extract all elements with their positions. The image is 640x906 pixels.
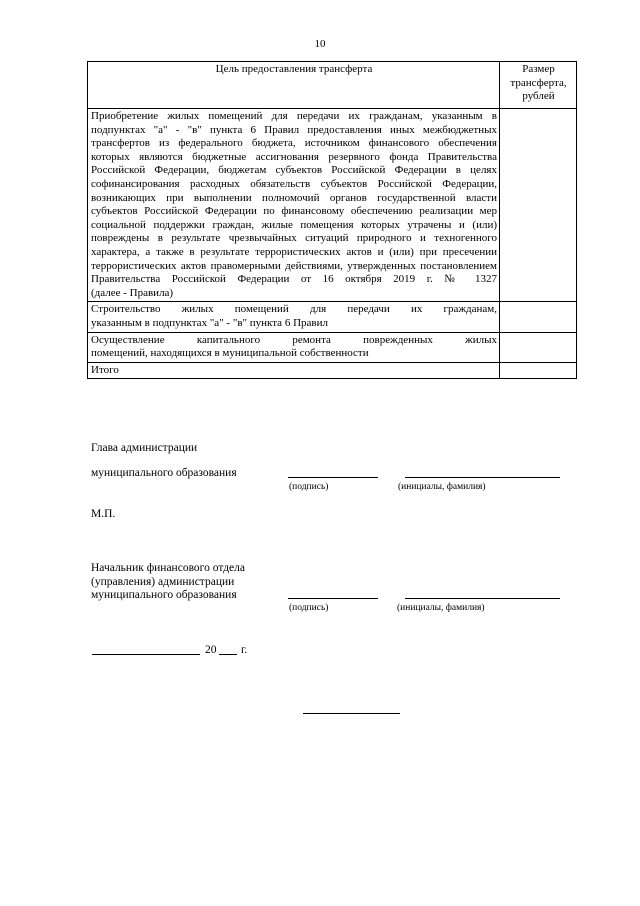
row-amount-cell[interactable] <box>500 302 577 332</box>
head-signature-line[interactable] <box>288 477 378 478</box>
table-row <box>88 109 577 302</box>
table-row-total <box>88 362 577 379</box>
total-label: Итого <box>91 363 119 376</box>
finance-title-line1: Начальник финансового отдела <box>91 562 245 574</box>
header-amount: Размер трансферта, рублей <box>500 62 577 109</box>
purpose-text-tail: указанным в подпунктах "а" - "в" пункта 6 Правил <box>91 316 328 329</box>
date-year-suffix: г. <box>241 644 248 656</box>
seal-label: М.П. <box>91 508 116 520</box>
head-title-line1: Глава администрации <box>91 442 198 454</box>
header-purpose: Цель предоставления трансферта <box>88 62 500 109</box>
head-name-line[interactable] <box>405 477 560 478</box>
purpose-text-tail: (далее - Правила) <box>91 286 174 299</box>
row-amount-cell[interactable] <box>500 109 577 302</box>
table-row <box>88 302 577 332</box>
date-year-line[interactable] <box>219 654 237 655</box>
row-purpose-acquisition <box>88 109 500 302</box>
finance-name-caption: (инициалы, фамилия) <box>397 603 485 613</box>
finance-title-line2: (управления) администрации <box>91 576 235 588</box>
date-year-prefix: 20 <box>205 644 217 656</box>
date-day-month-line[interactable] <box>92 654 200 655</box>
purpose-text: Осуществление капитального ремонта поврежденных жилых <box>91 333 497 346</box>
table-header-row <box>88 62 577 109</box>
closing-separator <box>303 713 400 714</box>
row-purpose-total <box>88 362 500 379</box>
transfer-table <box>87 61 577 379</box>
head-title-line2: муниципального образования <box>91 467 237 479</box>
head-signature-caption: (подпись) <box>289 482 329 492</box>
row-purpose-repair <box>88 332 500 362</box>
row-amount-cell[interactable] <box>500 362 577 379</box>
row-purpose-construction <box>88 302 500 332</box>
purpose-text: Приобретение жилых помещений для передачи их гражданам, указанным в подпунктах "а" - "в" пункта 6 Правил предоставления иных межбюджетных трансфертов из федерального бюджета, источником финансового обеспечения которых являются бюджетные ассигнования резервного фонда Правительства Российской Федерации, бюджетам субъектов Российской Федерации в целях софинансирования расходных обязательств субъектов Российской Федерации, возникающих при выполнении полномочий органов государственной власти субъектов Российской Федерации по финансовому обеспечению реализации мер социальной поддержки граждан, жилые помещения которых утрачены и (или) повреждены в результате чрезвычайных ситуаций природного и техногенного характера, а также в результате террористических актов и (или) при пресечении террористических актов правомерными действиями, утвержденных постановлением Правительства Российской Федерации от 16 октября 2019 г. № 1327 <box>91 110 497 286</box>
head-name-caption: (инициалы, фамилия) <box>398 482 486 492</box>
row-amount-cell[interactable] <box>500 332 577 362</box>
finance-name-line[interactable] <box>405 598 560 599</box>
finance-signature-line[interactable] <box>288 598 378 599</box>
table-row <box>88 332 577 362</box>
purpose-text: Строительство жилых помещений для передачи их гражданам, <box>91 303 497 316</box>
page-number: 10 <box>314 38 326 50</box>
finance-title-line3: муниципального образования <box>91 589 237 601</box>
purpose-text-tail: помещений, находящихся в муниципальной собственности <box>91 347 369 360</box>
finance-signature-caption: (подпись) <box>289 603 329 613</box>
